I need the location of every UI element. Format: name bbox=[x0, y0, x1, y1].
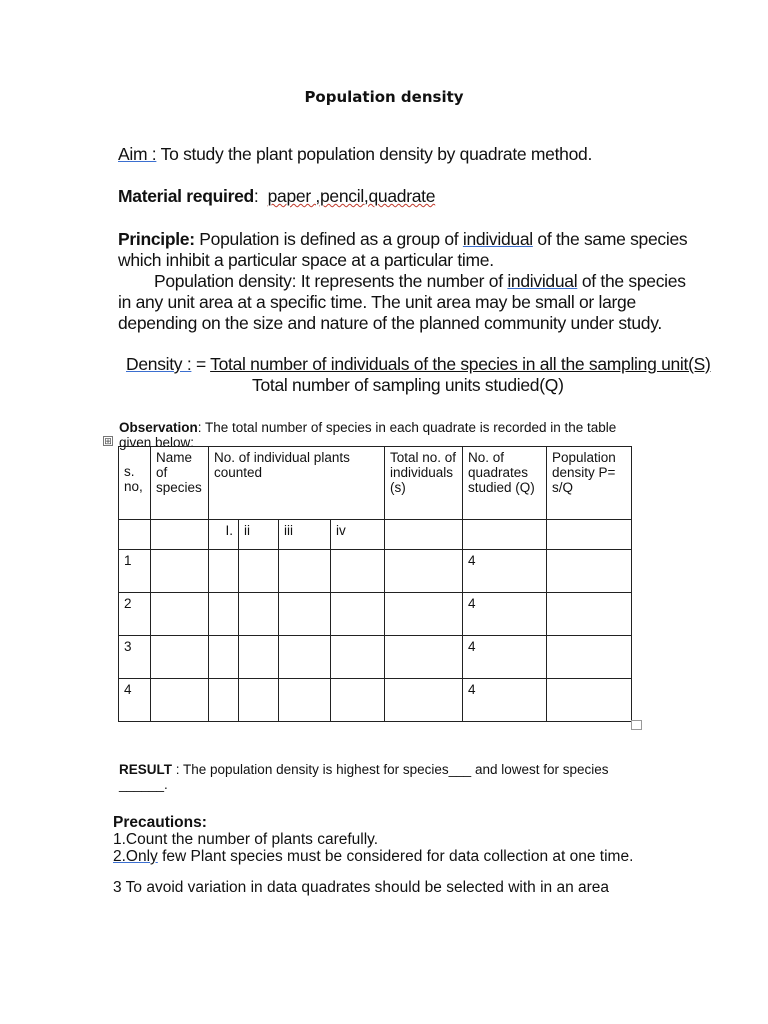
table-cell bbox=[331, 636, 385, 679]
observation-table bbox=[118, 446, 632, 722]
subheader-ii: ii bbox=[239, 520, 279, 550]
precaution-item-1: 1.Count the number of plants carefully. bbox=[113, 831, 379, 848]
table-cell bbox=[151, 636, 209, 679]
row-quadrates: 4 bbox=[463, 679, 547, 722]
table-cell bbox=[239, 550, 279, 593]
row-quadrates: 4 bbox=[463, 636, 547, 679]
row-quadrates: 4 bbox=[463, 593, 547, 636]
page-title: Population density bbox=[304, 88, 464, 106]
principle-word-individual-2: individual bbox=[507, 271, 578, 291]
table-cell bbox=[151, 520, 209, 550]
table-cell bbox=[209, 636, 239, 679]
table-cell bbox=[547, 520, 632, 550]
table-row bbox=[119, 636, 632, 679]
table-cell bbox=[385, 550, 463, 593]
table-cell bbox=[385, 679, 463, 722]
table-cell bbox=[547, 593, 632, 636]
subheader-iv: iv bbox=[331, 520, 385, 550]
table-cell bbox=[331, 679, 385, 722]
subheader-i: I. bbox=[209, 520, 239, 550]
table-row bbox=[119, 679, 632, 722]
header-sno: s. no, bbox=[119, 447, 151, 520]
table-cell bbox=[279, 593, 331, 636]
table-cell bbox=[463, 520, 547, 550]
table-cell bbox=[151, 550, 209, 593]
material-colon: : bbox=[253, 186, 268, 206]
table-cell bbox=[239, 593, 279, 636]
table-cell bbox=[547, 550, 632, 593]
row-sno: 1 bbox=[119, 550, 151, 593]
principle-text-1a: Population is defined as a group of bbox=[194, 229, 463, 249]
table-cell bbox=[279, 550, 331, 593]
aim-label: Aim : bbox=[118, 144, 157, 164]
table-resize-handle-icon[interactable] bbox=[631, 720, 642, 730]
table-cell bbox=[385, 593, 463, 636]
table-cell bbox=[239, 679, 279, 722]
observation-text: : The total number of species in each quadrate is recorded in the table bbox=[197, 420, 617, 435]
principle-word-individual-1: individual bbox=[462, 229, 533, 249]
precaution-2-number: 2.Only bbox=[113, 848, 158, 865]
table-row bbox=[119, 593, 632, 636]
row-sno: 4 bbox=[119, 679, 151, 722]
principle-text-2b: of the species in any unit area at a specific time. The unit area may be small or large depending on the size and nature of the planned community under study. bbox=[118, 271, 686, 333]
observation-text-2: given below: bbox=[119, 435, 195, 450]
precautions-title: Precautions: bbox=[113, 814, 207, 831]
table-cell bbox=[151, 593, 209, 636]
table-move-handle-icon[interactable]: ⊞ bbox=[104, 436, 112, 446]
observation-line bbox=[119, 420, 639, 435]
table-cell bbox=[385, 636, 463, 679]
row-quadrates: 4 bbox=[463, 550, 547, 593]
header-quadrates: No. of quadrates studied (Q) bbox=[463, 447, 547, 520]
table-cell bbox=[547, 636, 632, 679]
subheader-iii: iii bbox=[279, 520, 331, 550]
precaution-2-text: few Plant species must be considered for data collection at one time. bbox=[157, 848, 634, 865]
result-text: : The population density is highest for species___ and lowest for species bbox=[172, 762, 609, 777]
principle-text-1b: of the same species which inhibit a particular space at a particular time. bbox=[118, 229, 688, 270]
precaution-item-3: 3 To avoid variation in data quadrates should be selected with in an area bbox=[113, 879, 610, 896]
row-sno: 2 bbox=[119, 593, 151, 636]
observation-label: Observation bbox=[119, 420, 198, 435]
material-line bbox=[118, 186, 435, 207]
result-text-2: ______. bbox=[119, 777, 168, 792]
result-line bbox=[119, 762, 659, 777]
material-value: paper ,pencil,quadrate bbox=[267, 186, 436, 206]
material-label: Material required bbox=[118, 186, 254, 206]
table-subheader-row bbox=[119, 520, 632, 550]
table-cell bbox=[151, 679, 209, 722]
table-cell bbox=[547, 679, 632, 722]
result-label: RESULT bbox=[119, 762, 172, 777]
aim-text: To study the plant population density by quadrate method. bbox=[156, 144, 593, 164]
principle-paragraph bbox=[118, 229, 688, 334]
header-total: Total no. of individuals (s) bbox=[385, 447, 463, 520]
table-row bbox=[119, 550, 632, 593]
aim-line bbox=[118, 144, 592, 165]
formula-denominator: Total number of sampling units studied(Q) bbox=[252, 375, 564, 395]
row-sno: 3 bbox=[119, 636, 151, 679]
formula-numerator-line bbox=[126, 354, 711, 375]
table-cell bbox=[209, 679, 239, 722]
principle-text-2a: Population density: It represents the number of bbox=[154, 271, 508, 291]
formula-lhs: Density : bbox=[126, 354, 192, 374]
table-cell bbox=[331, 550, 385, 593]
header-density: Population density P= s/Q bbox=[547, 447, 632, 520]
formula-equals: = bbox=[191, 354, 211, 374]
formula-numerator: Total number of individuals of the species in all the sampling unit(S) bbox=[210, 354, 711, 374]
table-cell bbox=[209, 593, 239, 636]
precaution-item-2 bbox=[113, 848, 633, 865]
table-cell bbox=[239, 636, 279, 679]
table-cell bbox=[279, 636, 331, 679]
header-counted: No. of individual plants counted bbox=[209, 447, 385, 520]
table-header-row bbox=[119, 447, 632, 520]
table-cell bbox=[385, 520, 463, 550]
principle-label: Principle: bbox=[118, 229, 195, 249]
table-cell bbox=[279, 679, 331, 722]
table-cell bbox=[209, 550, 239, 593]
table-cell bbox=[119, 520, 151, 550]
table-cell bbox=[331, 593, 385, 636]
header-name: Name of species bbox=[151, 447, 209, 520]
